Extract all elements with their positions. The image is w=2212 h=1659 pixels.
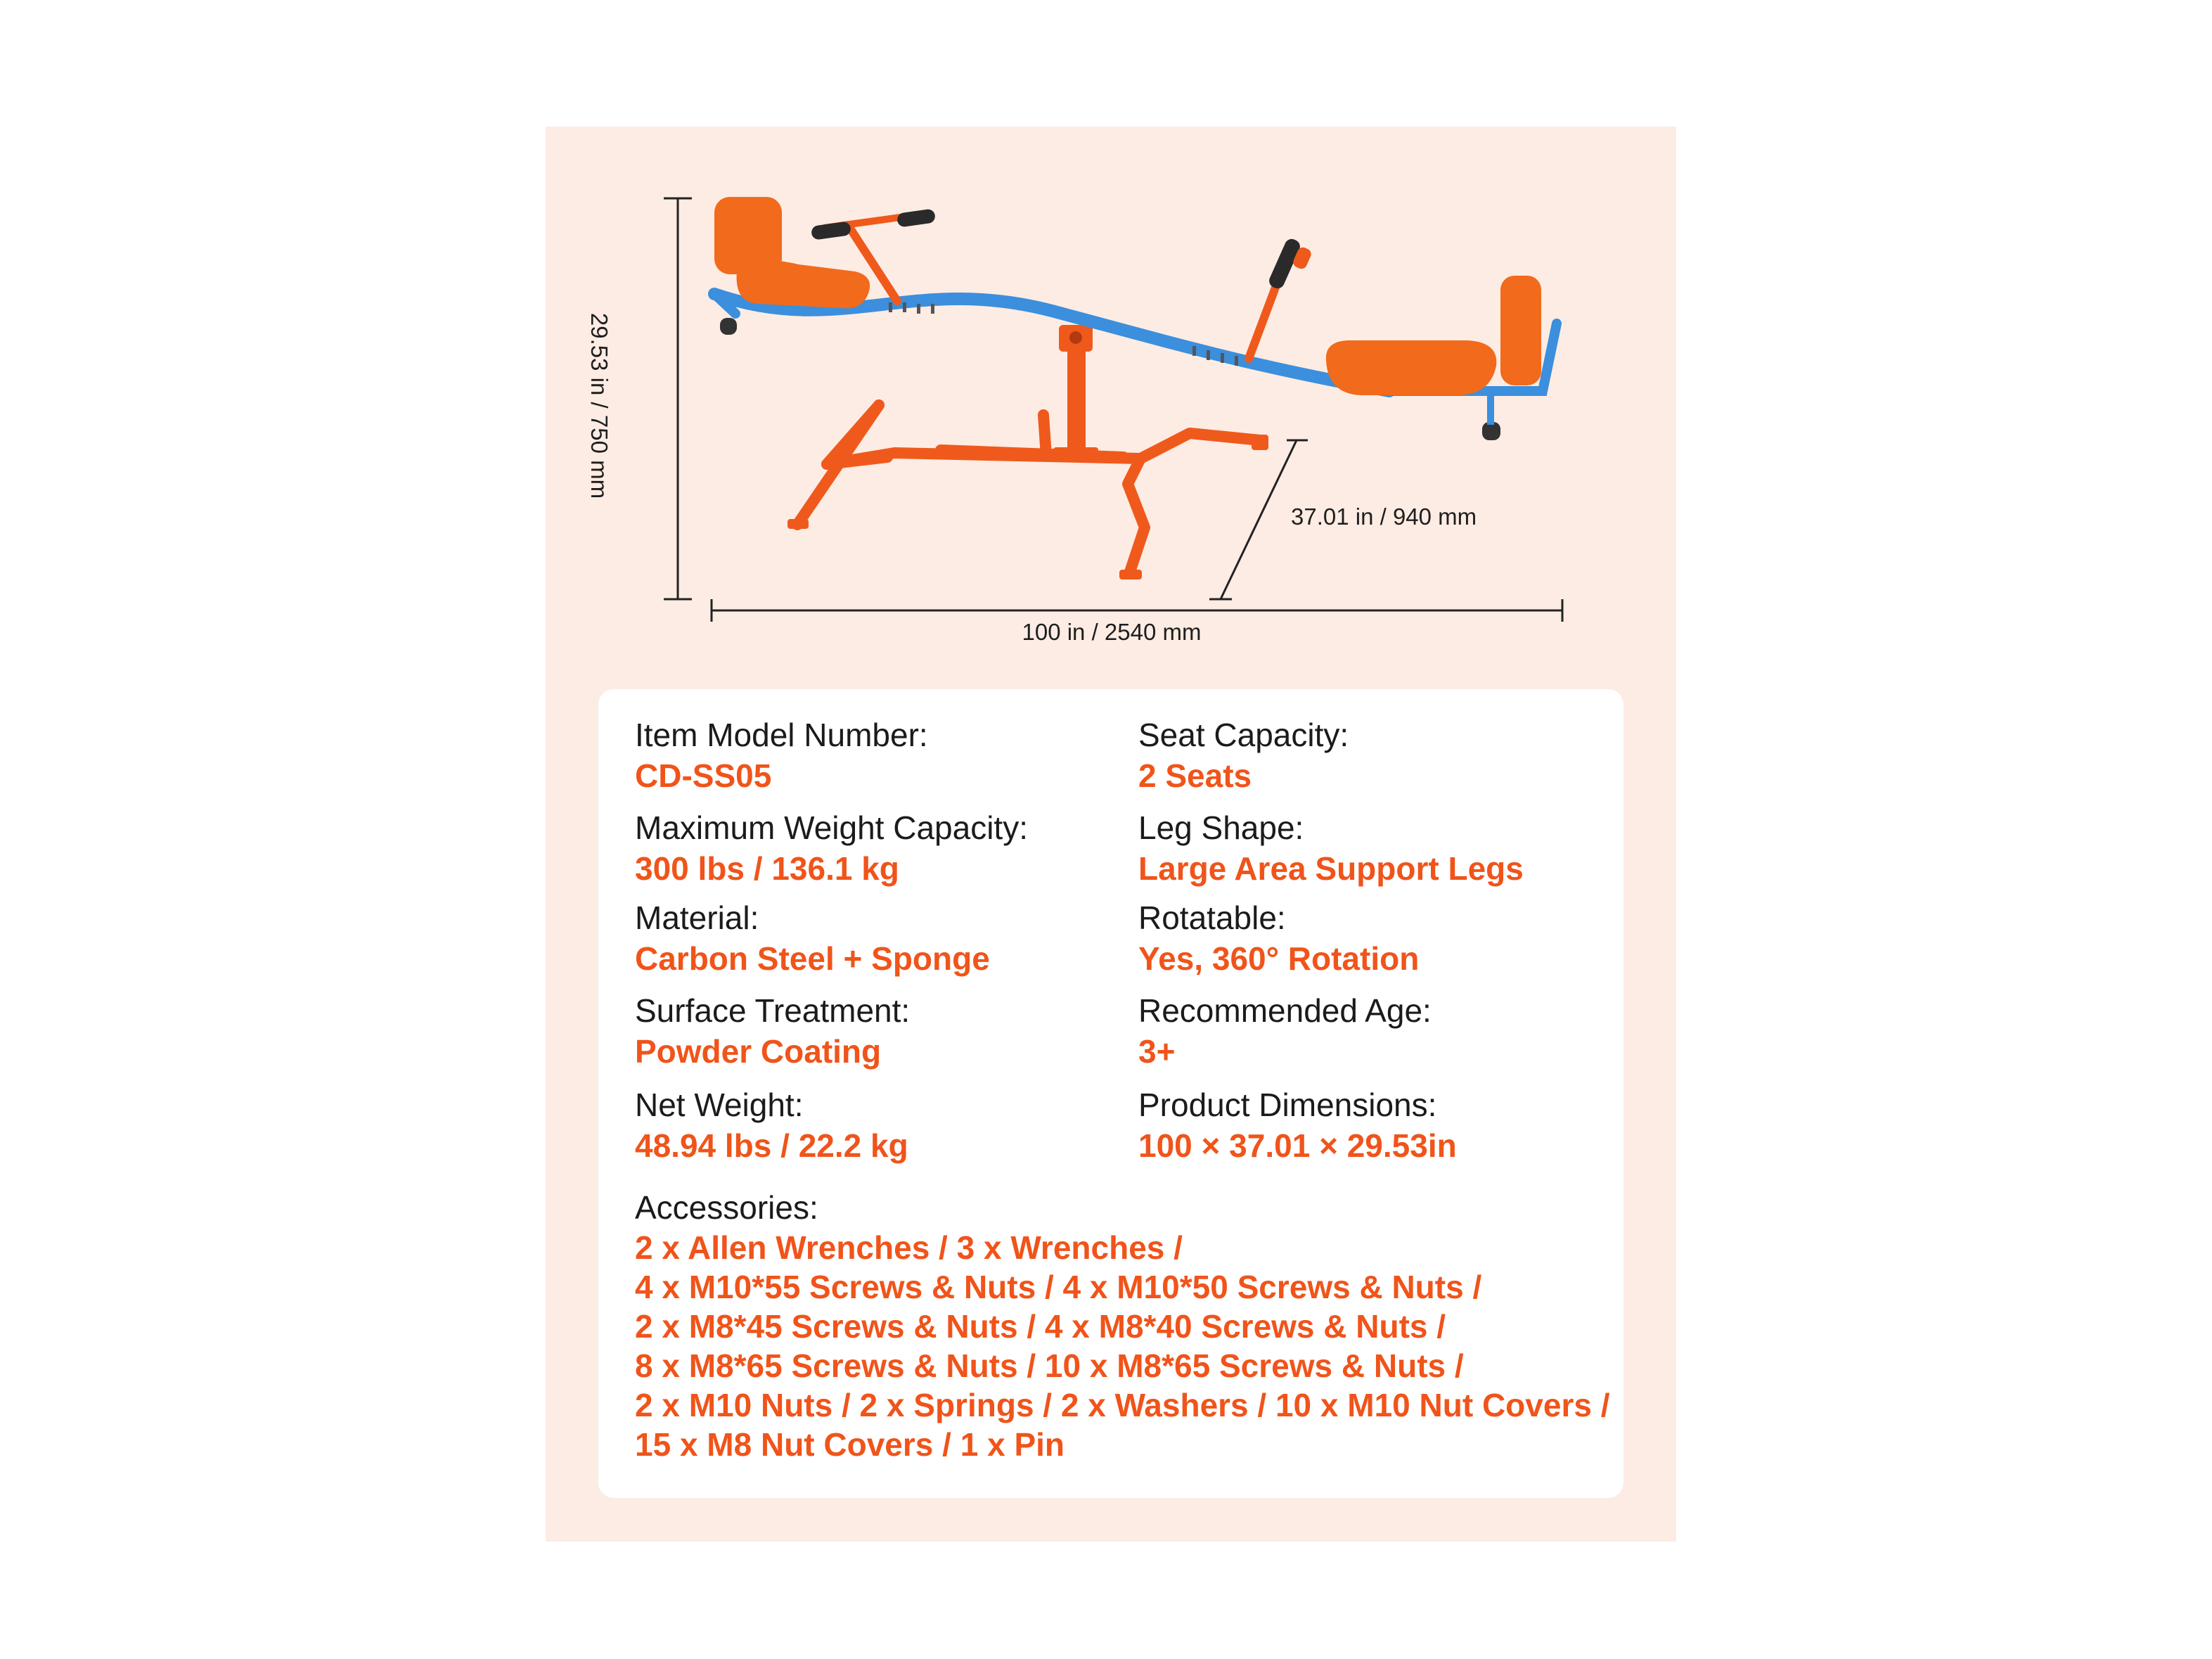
accessories-line: 2 x M8*45 Screws & Nuts / 4 x M8*40 Screws & Nuts / (635, 1308, 1446, 1345)
spec-leg-shape (1138, 807, 1616, 889)
spec-value: 100 × 37.01 × 29.53in (1138, 1127, 1457, 1164)
spec-label: Rotatable: (1138, 899, 1286, 936)
spec-rotatable (1138, 897, 1616, 979)
product-dimension-diagram (546, 127, 1676, 689)
spec-value: CD-SS05 (635, 757, 772, 794)
accessories-line: 2 x Allen Wrenches / 3 x Wrenches / (635, 1229, 1183, 1266)
spec-label: Surface Treatment: (635, 992, 911, 1029)
spec-label: Seat Capacity: (1138, 717, 1349, 753)
spec-surface-treatment (635, 990, 1113, 1072)
spec-value: 3+ (1138, 1033, 1176, 1070)
spec-value: Yes, 360° Rotation (1138, 940, 1420, 977)
spec-product-dimensions (1138, 1084, 1616, 1166)
right-handle (1249, 237, 1313, 359)
spec-label: Net Weight: (635, 1087, 804, 1123)
spec-value: Powder Coating (635, 1033, 882, 1070)
center-post (1053, 325, 1098, 459)
spec-label: Leg Shape: (1138, 809, 1304, 846)
spec-model-number (635, 715, 1113, 796)
spec-label: Material: (635, 899, 759, 936)
product-info-panel (546, 127, 1676, 1542)
spec-recommended-age (1138, 990, 1616, 1072)
depth-dimension-label: 37.01 in / 940 mm (1291, 504, 1477, 530)
spec-seat-capacity (1138, 715, 1616, 796)
width-dimension-label: 100 in / 2540 mm (1022, 619, 1202, 645)
specifications-card (598, 689, 1623, 1498)
height-dimension-line (664, 198, 692, 599)
accessories-line: 4 x M10*55 Screws & Nuts / 4 x M10*50 Screws & Nuts / (635, 1269, 1482, 1305)
accessories-label: Accessories: (635, 1189, 818, 1226)
right-seat (1326, 276, 1541, 440)
spec-value: Carbon Steel + Sponge (635, 940, 990, 977)
spec-label: Product Dimensions: (1138, 1087, 1437, 1123)
spec-label: Maximum Weight Capacity: (635, 809, 1028, 846)
spec-net-weight (635, 1084, 1113, 1166)
spec-value: Large Area Support Legs (1138, 850, 1524, 887)
spec-material (635, 897, 1113, 979)
spec-label: Recommended Age: (1138, 992, 1432, 1029)
accessories-line: 15 x M8 Nut Covers / 1 x Pin (635, 1426, 1065, 1463)
accessories-line: 8 x M8*65 Screws & Nuts / 10 x M8*65 Screws & Nuts / (635, 1347, 1464, 1384)
height-dimension-label: 29.53 in / 750 mm (586, 312, 612, 499)
spec-value: 48.94 lbs / 22.2 kg (635, 1127, 908, 1164)
spec-label: Item Model Number: (635, 717, 928, 753)
accessories-line: 2 x M10 Nuts / 2 x Springs / 2 x Washers / 10 x M10 Nut Covers / (635, 1387, 1610, 1423)
accessories-section (635, 1187, 1612, 1464)
spec-max-weight (635, 807, 1113, 889)
seesaw-base (797, 405, 1260, 574)
spec-value: 300 lbs / 136.1 kg (635, 850, 899, 887)
seesaw-illustration (546, 127, 1676, 689)
spec-value: 2 Seats (1138, 757, 1252, 794)
